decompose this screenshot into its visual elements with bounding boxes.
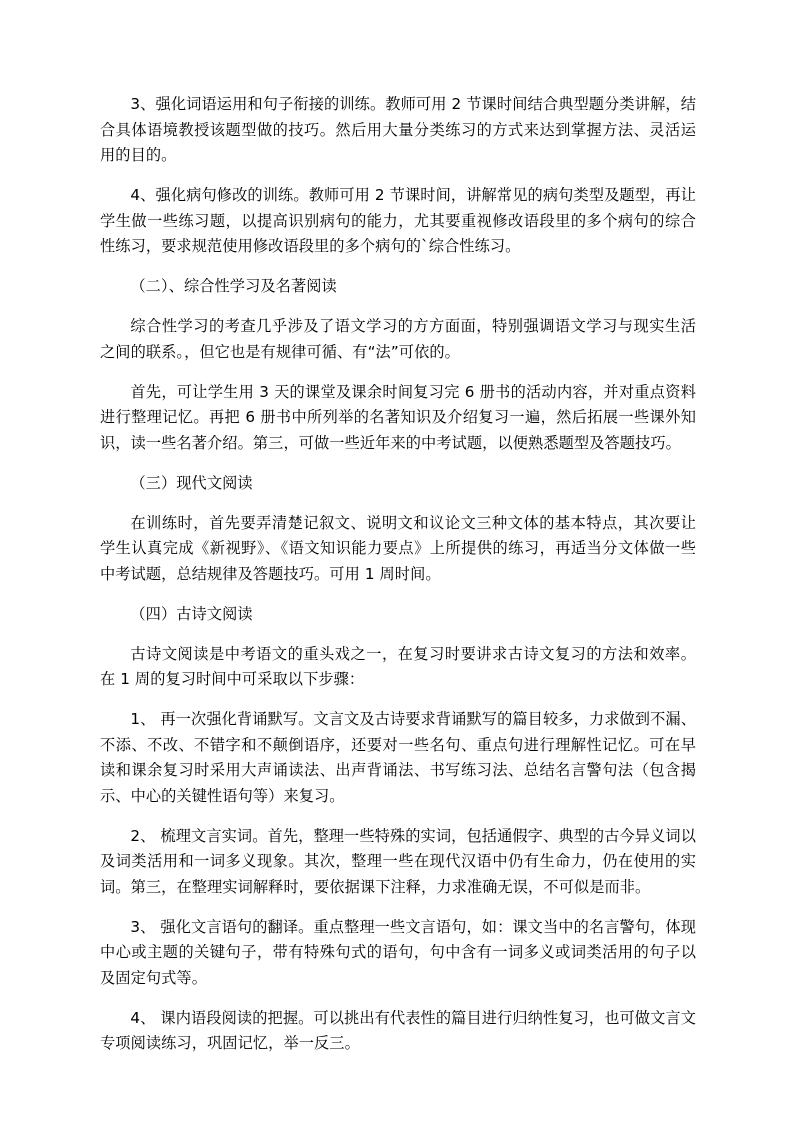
- section-heading-3: （三）现代文阅读: [130, 473, 253, 492]
- document-body: [100, 92, 696, 1057]
- section-heading-2: （二）、综合性学习及名著阅读: [130, 277, 337, 295]
- paragraph-modern-reading: 在训练时，首先要弄清楚记叙文、说明文和议论文三种文体的基本特点，其次要让学生认真完成《新视野》、《语文知识能力要点》上所提供的练习，再适当分文体做一些中考试题，总结规律及答题技巧。可用 1 周时间。: [100, 513, 696, 583]
- paragraph-classical-intro: 古诗文阅读是中考语文的重头戏之一，在复习时要讲求古诗文复习的方法和效率。在 1 周的复习时间中可采取以下步骤：: [100, 644, 696, 688]
- paragraph-step-3: 3、 强化文言语句的翻译。重点整理一些文言语句，如：课文当中的名言警句，体现中心或主题的关键句子，带有特殊句式的语句，句中含有一词多义或词类活用的句子以及固定句式等。: [100, 917, 696, 987]
- paragraph-step-1: 1、 再一次强化背诵默写。文言文及古诗要求背诵默写的篇目较多，力求做到不漏、不添、不改、不错字和不颠倒语序，还要对一些名句、重点句进行理解性记忆。可在早读和课余复习时采用大声诵读法、出声背诵法、书写练习法、总结名言警句法（包含揭示、中心的关键性语句等）来复习。: [100, 710, 696, 805]
- section-heading-4: （四）古诗文阅读: [130, 604, 253, 623]
- paragraph-comprehensive-learning: 综合性学习的考查几乎涉及了语文学习的方方面面，特别强调语文学习与现实生活之间的联系。，但它也是有规律可循、有“法”可依的。: [100, 317, 696, 361]
- paragraph-step-4: 4、 课内语段阅读的把握。可以挑出有代表性的篇目进行归纳性复习，也可做文言文专项阅读练习，巩固记忆，举一反三。: [100, 1008, 696, 1052]
- paragraph-first-steps: 首先，可让学生用 3 天的课堂及课余时间复习完 6 册书的活动内容，并对重点资料进行整理记忆。再把 6 册书中所列举的名著知识及介绍复习一遍，然后拓展一些课外知识，读一些名著介绍。第三，可做一些近年来的中考试题，以便熟悉题型及答题技巧。: [100, 382, 696, 452]
- paragraph-step-2: 2、 梳理文言实词。首先，整理一些特殊的实词，包括通假字、典型的古今异义词以及词类活用和一词多义现象。其次，整理一些在现代汉语中仍有生命力，仍在使用的实词。第三，在整理实词解释时，要依据课下注释，力求准确无误，不可似是而非。: [100, 826, 696, 896]
- paragraph-item-3: 3、强化词语运用和句子衔接的训练。教师可用 2 节课时间结合典型题分类讲解，结合具体语境教授该题型做的技巧。然后用大量分类练习的方式来达到掌握方法、灵活运用的目的。: [100, 95, 696, 164]
- paragraph-item-4: 4、强化病句修改的训练。教师可用 2 节课时间，讲解常见的病句类型及题型，再让学生做一些练习题，以提高识别病句的能力，尤其要重视修改语段里的多个病句的综合性练习，要求规范使用修改语段里的多个病句的`综合性练习。: [100, 186, 696, 255]
